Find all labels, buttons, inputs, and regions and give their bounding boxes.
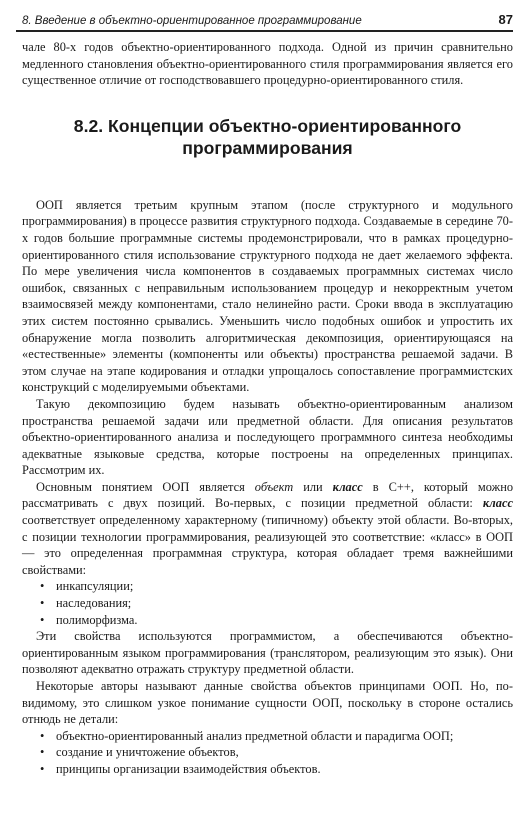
bullet-icon: • [40,761,45,776]
para3-part2: или [293,479,333,494]
properties-list [22,578,513,628]
running-title: 8. Введение в объектно-ориентированное программирование [22,15,362,27]
paragraph-decomposition: Такую декомпозицию будем называть объектно-ориентированным анализом пространства решаемой задачи или предметной области. Для описания результатов объектно-ориентированного анализа и последующего программного синтеза необходимы адекватные языковые средства, которые построены на определенных принципах. Рассмотрим их. [22,396,513,478]
list-item-text: инкапсуляции; [56,579,134,594]
term-object: объект [254,479,294,494]
list-item-text: принципы организации взаимодействия объектов. [56,761,321,776]
list-item-text: создание и уничтожение объектов, [56,745,239,760]
paragraph-oop-stage: ООП является третьим крупным этапом (после структурного и модульного программирования) в процессе развития структурного подхода. Создаваемые в середине 70-х годов большие программные системы продемонстрировали, что в рамках процедурно-ориентированного стиля использование структурного подхода не дает желаемого эффекта. По мере увеличения числа компонентов в создаваемых программных системах число ошибок, связанных с неправильным использованием процедур и некорректным учетом взаимосвязей между компонентами, стало нелинейно расти. Сроки ввода в эксплуатацию этих систем постоянно срывались. Уменьшить число подобных ошибок и упростить их обнаружение могла позволить алгоритмическая декомпозиция, ориентирующаяся на «естественные» элементы (компоненты или объекты) пространства решаемой задачи. В этом случае на этапе кодирования и отладки упрощалось сопоставление программистских конструкций с моделируемыми объектами. [22,197,513,395]
running-head [16,0,513,32]
para3-part4: соответствует определенному характерному (типичному) объекту этой области. Во-вторых, с позиции технологии программирования, реализующей это соответствие: «класс» в ООП — это определенная программная структура, которая обладает тремя важнейшими свойствами: [22,513,513,577]
paragraph-oop-principles: Некоторые авторы называют данные свойства объектов принципами ООП. Но, по-видимому, это слишком узкое понимание сущности ООП, поскольку в стороне остались отнюдь не детали: [22,679,513,727]
page-body [22,39,513,778]
list-item [40,612,513,629]
paragraph-properties-usage: Эти свойства используются программистом, а обеспечиваются объектно-ориентированным языком программирования (транслятором, реализующим это язык). Они позволяют адекватно отражать структуру предметной области. [22,629,513,677]
list-item-text: наследования; [56,596,132,611]
page-number: 87 [498,12,513,27]
paragraph-object-class [22,479,513,579]
bullet-icon: • [40,612,45,627]
bullet-icon: • [40,596,45,611]
bullet-icon: • [40,728,45,743]
intro-paragraph: чале 80-х годов объектно-ориентированного подхода. Одной из причин сравнительно медленного становления объектно-ориентированного стиля программирования является его существенное отличие от господствовавшего процедурно-ориентированного стиля. [22,40,513,88]
bullet-icon: • [40,579,45,594]
list-item-text: объектно-ориентированный анализ предметной области и парадигма ООП; [56,728,454,743]
list-item [40,761,513,778]
para3-part1: Основным понятием ООП является [36,479,255,494]
term-class: класс [332,479,363,494]
list-item [40,728,513,745]
list-item-text: полиморфизма. [56,612,138,627]
list-item [40,578,513,595]
term-class-second: класс [482,496,513,511]
list-item [40,744,513,761]
bullet-icon: • [40,745,45,760]
para3-part3: в C++, который можно рассматривать с двух позиций. Во-первых, с позиции предметной области: [22,479,514,511]
details-list [22,728,513,778]
section-heading: 8.2. Концепции объектно-ориентированного программирования [73,115,462,158]
list-item [40,595,513,612]
